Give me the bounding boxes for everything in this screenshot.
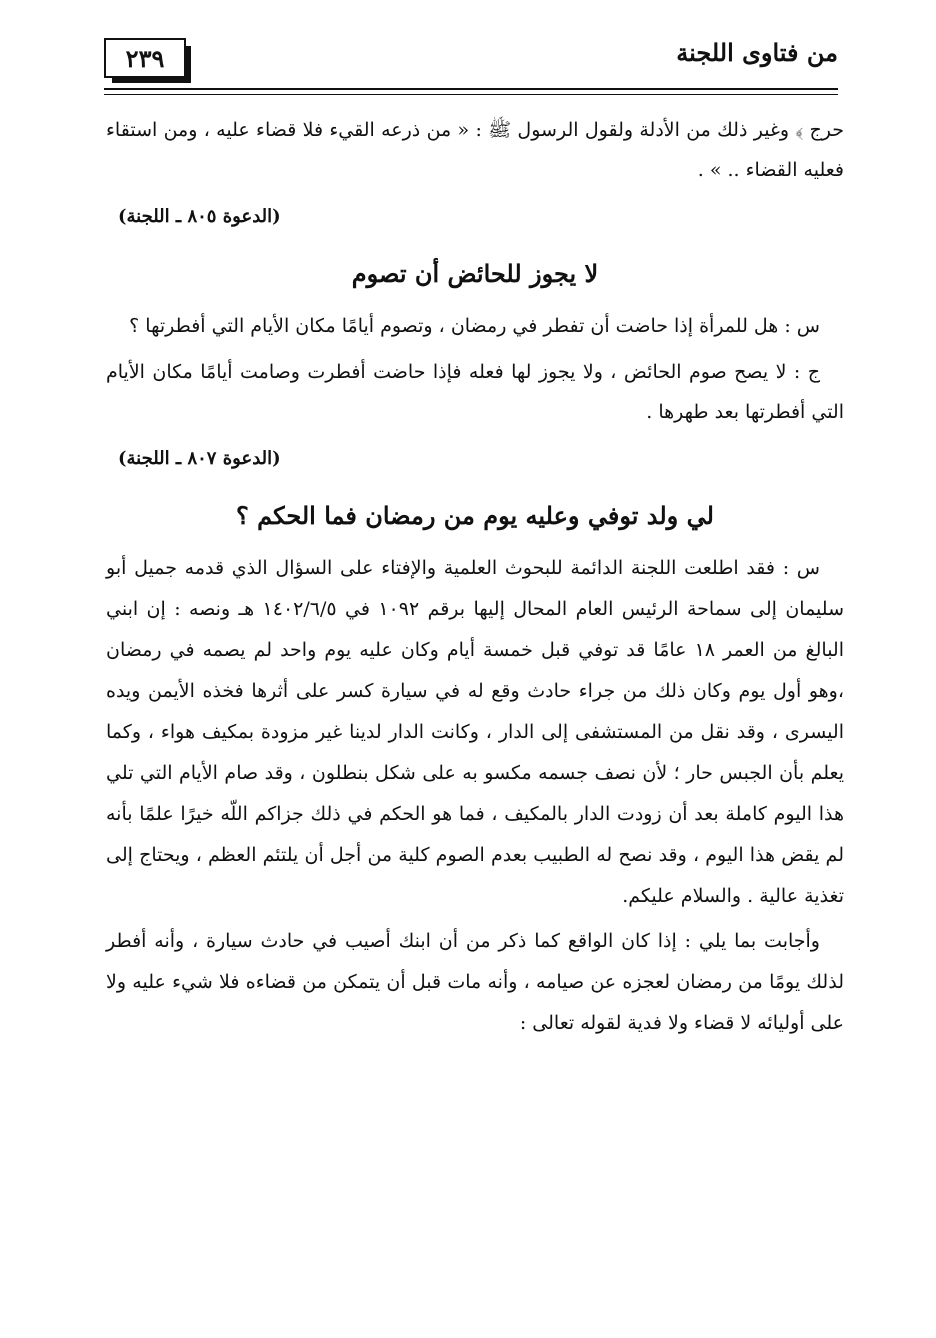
section-heading-1: لا يجوز للحائض أن تصوم bbox=[351, 259, 599, 288]
answer-2: وأجابت بما يلي : إذا كان الواقع كما ذكر من أن ابنك أصيب في حادث سيارة ، وأنه أفطر لذلك يومًا من رمضان لعجزه عن صيامه ، وأنه مات قبل أن يتمكن من قضاءه فلا شيء عليه ولا على أوليائه لا قضاء ولا فدية لقوله تعالى : bbox=[106, 930, 844, 1034]
question-2: س : فقد اطلعت اللجنة الدائمة للبحوث العلمية والإفتاء على السؤال الذي قدمه جميل أبو سليمان إلى سماحة الرئيس العام المحال إليها برقم ١٠٩٢ في ١٤٠٢/٦/٥ هـ ونصه : إن ابني البالغ من العمر ١٨ عامًا قد توفي قبل خمسة أيام وكان عليه يوم واحد لم يصمه في رمضان ،وهو أول يوم وكان ذلك من جراء حادث وقع له في سيارة كسر على أثرها فخذه الأيمن ويده اليسرى ، وقد نقل من المستشفى إلى الدار ، وكانت الدار لدينا غير مزودة بمكيف هواء ، وكما يعلم بأن الجبس حار ؛ لأن نصف جسمه مكسو به على شكل بنطلون ، وقد صام الأيام التي تلي هذا اليوم كاملة بعد أن زودت الدار بالمكيف ، فما هو الحكم في ذلك جزاكم اللّه خيرًا علمًا بأنه لم يقض هذا اليوم ، وقد نصح له الطبيب بعدم الصوم كلية من أجل أن يلتئم العظم ، ويحتاج إلى تغذية عالية . والسلام عليكم. bbox=[106, 557, 845, 907]
source-citation-2: (الدعوة ٨٠٧ ـ اللجنة) bbox=[118, 448, 281, 469]
section-heading-2: لي ولد توفي وعليه يوم من رمضان فما الحكم ؟ bbox=[236, 501, 714, 530]
page-body bbox=[106, 110, 844, 1044]
running-header-title: من فتاوى اللجنة bbox=[676, 38, 838, 67]
question-1: س : هل للمرأة إذا حاضت أن تفطر في رمضان ، وتصوم أيامًا مكان الأيام التي أفطرتها ؟ bbox=[129, 315, 820, 337]
page-number: ٢٣٩ bbox=[125, 43, 165, 73]
source-citation-1: (الدعوة ٨٠٥ ـ اللجنة) bbox=[118, 206, 281, 227]
intro-paragraph: حرج ﴾ وغير ذلك من الأدلة ولقول الرسول ﷺ : « من ذرعه القيء فلا قضاء عليه ، ومن استقاء فعليه القضاء .. » . bbox=[106, 119, 844, 181]
page-number-box bbox=[104, 38, 186, 78]
answer-1: ج : لا يصح صوم الحائض ، ولا يجوز لها فعله فإذا حاضت أفطرت وصامت أيامًا مكان الأيام التي أفطرتها بعد طهرها . bbox=[106, 361, 844, 423]
header-rule bbox=[104, 88, 838, 95]
